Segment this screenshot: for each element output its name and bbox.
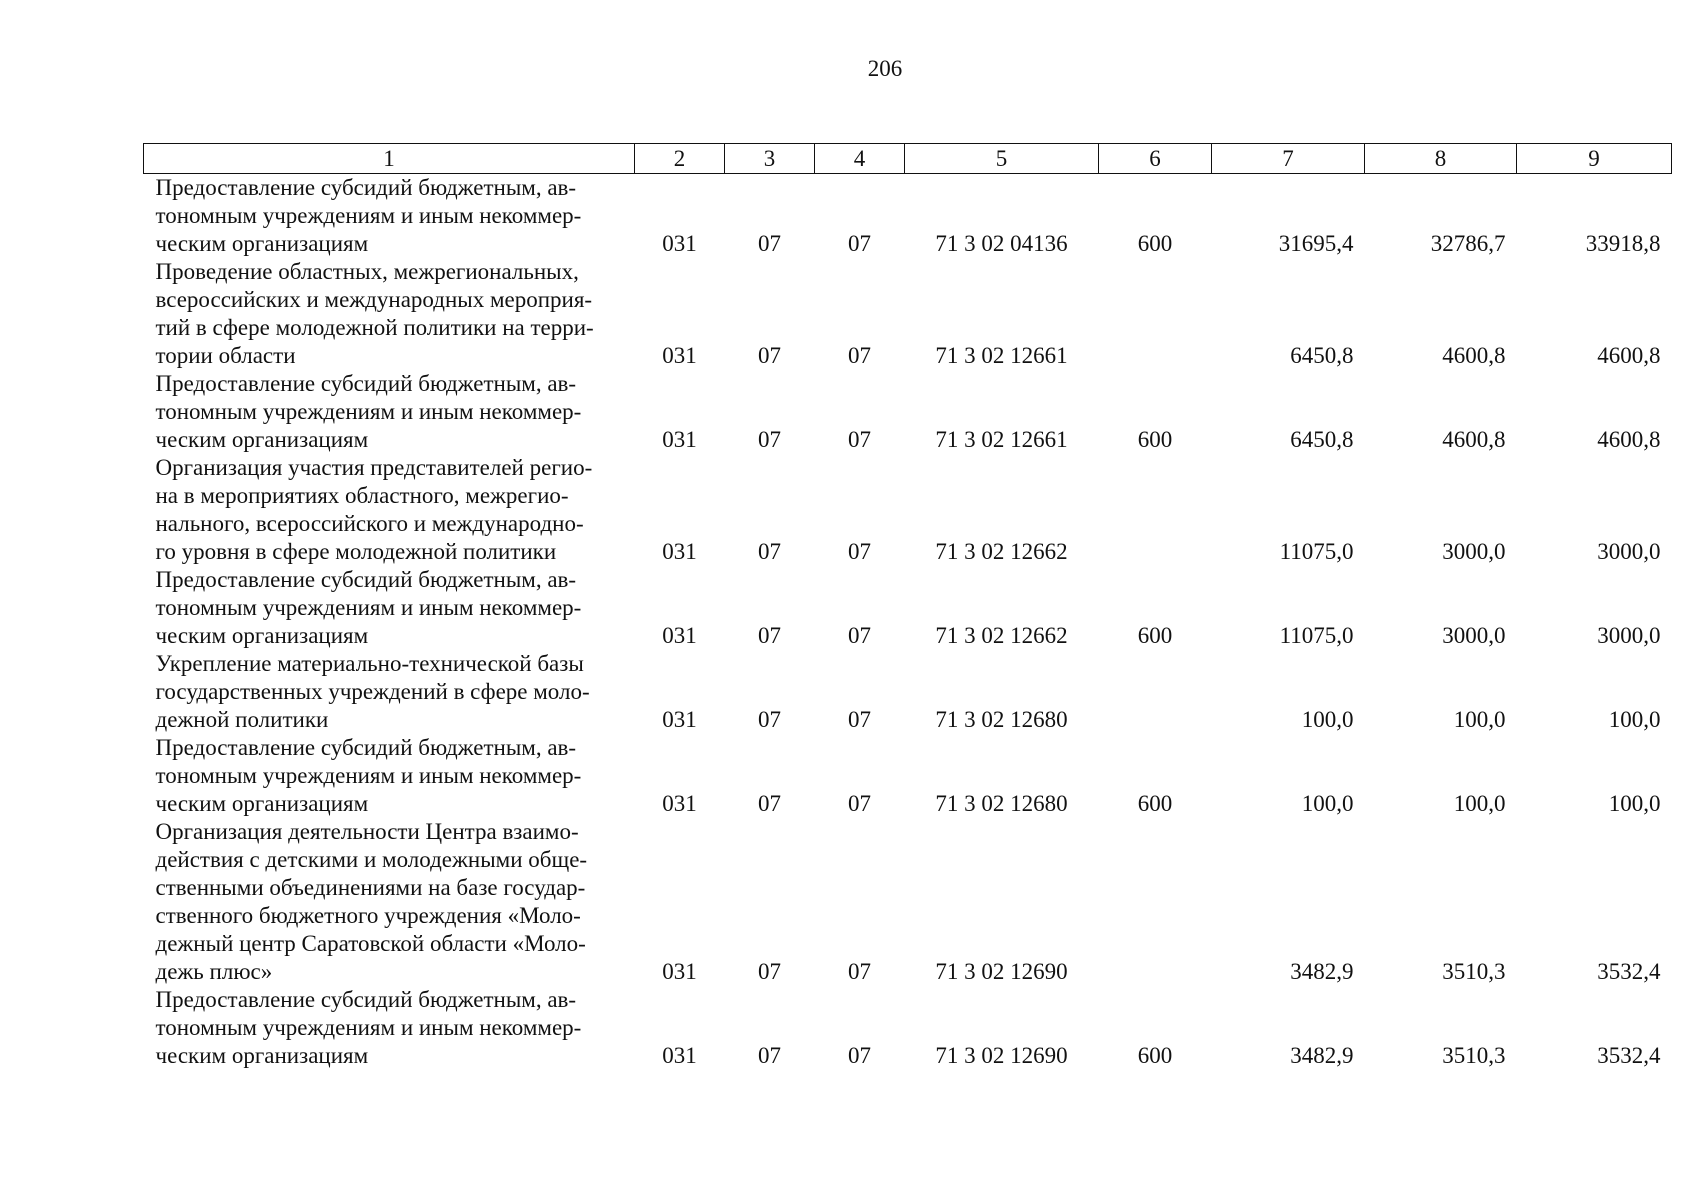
subsection-code-cell: 07: [848, 959, 871, 984]
row-description: [144, 258, 635, 370]
expense-type-cell: 600: [1137, 791, 1173, 816]
amount-cell: 3510,3: [1442, 1043, 1506, 1068]
column-header: 7: [1212, 144, 1365, 174]
section-code-cell: 07: [758, 539, 781, 564]
row-description: [144, 370, 635, 454]
description-line: дежный центр Саратовской области «Моло-: [155, 931, 586, 956]
ministry-code-cell: 031: [662, 1043, 697, 1068]
amount-cell: 4600,8: [1442, 427, 1506, 452]
target-article-cell: 71 3 02 04136: [935, 231, 1068, 256]
description-line: дежной политики: [155, 707, 329, 732]
description-line: Укрепление материально-технической базы: [155, 651, 584, 676]
column-number-row: [144, 144, 1672, 174]
amount-cell: 100,0: [1301, 707, 1354, 732]
row-description: [144, 650, 635, 734]
section-code-cell: 07: [758, 231, 781, 256]
amount-cell: 11075,0: [1279, 539, 1354, 564]
description-line: ческим организациям: [155, 1043, 369, 1068]
amount-cell: 33918,8: [1585, 231, 1661, 256]
column-header: 6: [1099, 144, 1212, 174]
table-row: [144, 650, 1672, 734]
section-code-cell: 07: [758, 707, 781, 732]
table-row: [144, 258, 1672, 370]
description-line: тономным учреждениям и иным некоммер-: [155, 595, 582, 620]
subsection-code-cell: 07: [848, 707, 871, 732]
description-line: тий в сфере молодежной политики на терри-: [155, 315, 594, 340]
column-header: 1: [144, 144, 635, 174]
target-article-cell: 71 3 02 12680: [935, 791, 1068, 816]
column-header: 2: [635, 144, 725, 174]
ministry-code-cell: 031: [662, 343, 697, 368]
subsection-code-cell: 07: [848, 231, 871, 256]
amount-cell: 100,0: [1453, 791, 1506, 816]
description-line: ственного бюджетного учреждения «Моло-: [155, 903, 581, 928]
amount-cell: 6450,8: [1290, 427, 1354, 452]
expense-type-cell: 600: [1137, 427, 1173, 452]
description-line: го уровня в сфере молодежной политики: [155, 539, 557, 564]
description-line: Предоставление субсидий бюджетным, ав-: [155, 371, 577, 396]
target-article-cell: 71 3 02 12690: [935, 1043, 1068, 1068]
expense-type-cell: [1099, 818, 1212, 986]
amount-cell: 3482,9: [1290, 1043, 1354, 1068]
amount-cell: 3000,0: [1597, 539, 1661, 564]
description-line: тономным учреждениям и иным некоммер-: [155, 1015, 582, 1040]
amount-cell: 6450,8: [1290, 343, 1354, 368]
amount-cell: 4600,8: [1442, 343, 1506, 368]
target-article-cell: 71 3 02 12662: [935, 539, 1068, 564]
amount-cell: 100,0: [1301, 791, 1354, 816]
description-line: Проведение областных, межрегиональных,: [155, 259, 579, 284]
description-line: тории области: [155, 343, 296, 368]
ministry-code-cell: 031: [662, 231, 697, 256]
ministry-code-cell: 031: [662, 539, 697, 564]
table-row: [144, 986, 1672, 1070]
row-description: [144, 566, 635, 650]
page-number: 206: [867, 56, 903, 81]
row-description: [144, 818, 635, 986]
description-line: действия с детскими и молодежными обще-: [155, 847, 588, 872]
amount-cell: 100,0: [1453, 707, 1506, 732]
expense-type-cell: 600: [1137, 1043, 1173, 1068]
column-header: 5: [905, 144, 1099, 174]
amount-cell: 3000,0: [1442, 623, 1506, 648]
expense-type-cell: [1099, 454, 1212, 566]
target-article-cell: 71 3 02 12661: [935, 343, 1068, 368]
target-article-cell: 71 3 02 12661: [935, 427, 1068, 452]
ministry-code-cell: 031: [662, 959, 697, 984]
target-article-cell: 71 3 02 12690: [935, 959, 1068, 984]
description-line: ственными объединениями на базе государ-: [155, 875, 586, 900]
row-description: [144, 454, 635, 566]
target-article-cell: 71 3 02 12680: [935, 707, 1068, 732]
description-line: на в мероприятиях областного, межрегио-: [155, 483, 569, 508]
description-line: ческим организациям: [155, 791, 369, 816]
amount-cell: 4600,8: [1597, 427, 1661, 452]
ministry-code-cell: 031: [662, 427, 697, 452]
table-row: [144, 734, 1672, 818]
amount-cell: 11075,0: [1279, 623, 1354, 648]
amount-cell: 4600,8: [1597, 343, 1661, 368]
amount-cell: 3000,0: [1597, 623, 1661, 648]
section-code-cell: 07: [758, 343, 781, 368]
description-line: ческим организациям: [155, 231, 369, 256]
description-line: государственных учреждений в сфере моло-: [155, 679, 590, 704]
subsection-code-cell: 07: [848, 1043, 871, 1068]
table-row: [144, 370, 1672, 454]
section-code-cell: 07: [758, 959, 781, 984]
target-article-cell: 71 3 02 12662: [935, 623, 1068, 648]
subsection-code-cell: 07: [848, 623, 871, 648]
table-row: [144, 174, 1672, 259]
column-header: 3: [725, 144, 815, 174]
amount-cell: 32786,7: [1430, 231, 1506, 256]
description-line: Предоставление субсидий бюджетным, ав-: [155, 567, 577, 592]
amount-cell: 100,0: [1608, 707, 1661, 732]
description-line: ческим организациям: [155, 623, 369, 648]
description-line: Предоставление субсидий бюджетным, ав-: [155, 175, 577, 200]
description-line: тономным учреждениям и иным некоммер-: [155, 399, 582, 424]
description-line: всероссийских и международных мероприя-: [155, 287, 593, 312]
amount-cell: 31695,4: [1278, 231, 1354, 256]
description-line: Организация деятельности Центра взаимо-: [155, 819, 579, 844]
ministry-code-cell: 031: [662, 707, 697, 732]
column-header: 9: [1517, 144, 1672, 174]
row-description: [144, 986, 635, 1070]
expense-type-cell: 600: [1137, 623, 1173, 648]
subsection-code-cell: 07: [848, 343, 871, 368]
description-line: тономным учреждениям и иным некоммер-: [155, 203, 582, 228]
description-line: нального, всероссийского и международно-: [155, 511, 584, 536]
column-header: 4: [815, 144, 905, 174]
section-code-cell: 07: [758, 623, 781, 648]
section-code-cell: 07: [758, 1043, 781, 1068]
amount-cell: 3532,4: [1597, 1043, 1661, 1068]
description-line: Предоставление субсидий бюджетным, ав-: [155, 987, 577, 1012]
description-line: дежь плюс»: [155, 959, 273, 984]
expense-type-cell: 600: [1137, 231, 1173, 256]
table-body: [144, 174, 1672, 1071]
expense-type-cell: [1099, 650, 1212, 734]
ministry-code-cell: 031: [662, 791, 697, 816]
amount-cell: 3000,0: [1442, 539, 1506, 564]
description-line: Организация участия представителей регио-: [155, 455, 593, 480]
description-line: ческим организациям: [155, 427, 369, 452]
amount-cell: 100,0: [1608, 791, 1661, 816]
table-row: [144, 566, 1672, 650]
ministry-code-cell: 031: [662, 623, 697, 648]
amount-cell: 3482,9: [1290, 959, 1354, 984]
section-code-cell: 07: [758, 427, 781, 452]
subsection-code-cell: 07: [848, 427, 871, 452]
column-header: 8: [1365, 144, 1517, 174]
subsection-code-cell: 07: [848, 791, 871, 816]
row-description: [144, 174, 635, 259]
expense-type-cell: [1099, 258, 1212, 370]
row-description: [144, 734, 635, 818]
budget-table: [143, 143, 1672, 1070]
table-row: [144, 818, 1672, 986]
amount-cell: 3532,4: [1597, 959, 1661, 984]
subsection-code-cell: 07: [848, 539, 871, 564]
description-line: Предоставление субсидий бюджетным, ав-: [155, 735, 577, 760]
description-line: тономным учреждениям и иным некоммер-: [155, 763, 582, 788]
section-code-cell: 07: [758, 791, 781, 816]
amount-cell: 3510,3: [1442, 959, 1506, 984]
table-row: [144, 454, 1672, 566]
